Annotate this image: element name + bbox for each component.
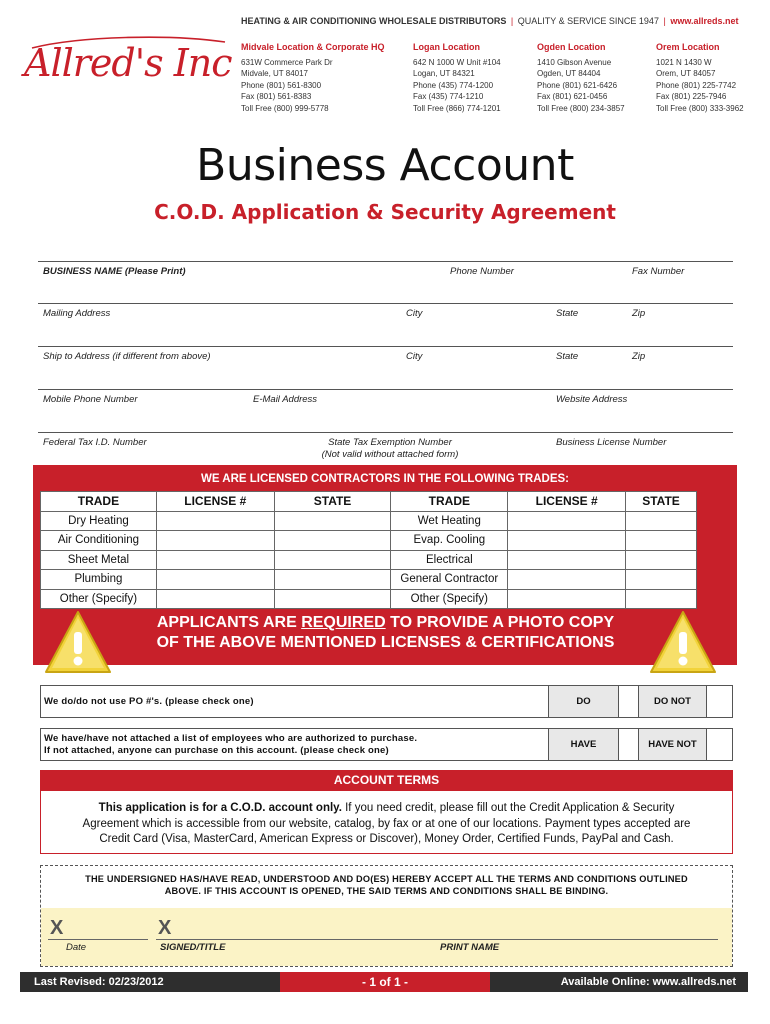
location-line: Midvale, UT 84017 bbox=[241, 69, 308, 78]
warning-required: REQUIRED bbox=[301, 614, 386, 631]
license-cell[interactable] bbox=[156, 531, 274, 551]
location-line: 1410 Gibson Avenue bbox=[537, 57, 612, 67]
trade-name: Other (Specify) bbox=[41, 589, 157, 609]
location-line: Toll Free (800) 333-3962 bbox=[656, 103, 744, 113]
location-name: Ogden Location bbox=[537, 42, 606, 52]
location-name: Logan Location bbox=[413, 42, 480, 52]
po-question-row bbox=[40, 685, 733, 718]
divider bbox=[38, 261, 733, 262]
warning-line2: OF THE ABOVE MENTIONED LICENSES & CERTIFICATIONS bbox=[156, 634, 615, 651]
trade-name: Other (Specify) bbox=[391, 589, 508, 609]
date-label: Date bbox=[66, 942, 87, 953]
trade-name: General Contractor bbox=[391, 570, 508, 590]
mailing-label: Mailing Address bbox=[43, 308, 111, 319]
license-cell[interactable] bbox=[508, 570, 626, 590]
state-cell[interactable] bbox=[626, 589, 697, 609]
business-name-field[interactable] bbox=[38, 303, 733, 304]
location-logan bbox=[413, 42, 501, 114]
statement-line1: THE UNDERSIGNED HAS/HAVE READ, UNDERSTOOD AND DO(ES) HEREBY ACCEPT ALL THE TERMS AND CONDITIONS OUTLINED bbox=[85, 874, 688, 884]
trade-name: Wet Heating bbox=[391, 511, 508, 531]
license-cell[interactable] bbox=[508, 550, 626, 570]
location-line: Fax (801) 561-8383 bbox=[241, 92, 312, 101]
terms-line1: If you need credit, please fill out the Credit Application & Security bbox=[341, 802, 675, 814]
state-cell[interactable] bbox=[274, 570, 391, 590]
state-cell[interactable] bbox=[626, 570, 697, 590]
state-label: State bbox=[556, 308, 579, 319]
email-label: E-Mail Address bbox=[253, 394, 318, 405]
table-header-row bbox=[41, 492, 697, 512]
license-cell[interactable] bbox=[156, 570, 274, 590]
location-name: Orem Location bbox=[656, 42, 720, 52]
logo-text: Allred's Inc. bbox=[24, 41, 235, 85]
signed-title-label: SIGNED/TITLE bbox=[160, 942, 226, 953]
po-do-not-label: DO NOT bbox=[638, 686, 706, 717]
trades-table bbox=[40, 491, 697, 609]
employee-question-line2: If not attached, anyone can purchase on this account. (please check one) bbox=[44, 745, 389, 756]
location-line: Phone (801) 621-6426 bbox=[537, 80, 618, 90]
location-line: 631W Commerce Park Dr bbox=[241, 57, 333, 67]
location-line: Logan, UT 84321 bbox=[413, 69, 475, 78]
have-label: HAVE bbox=[548, 729, 618, 760]
license-cell[interactable] bbox=[508, 531, 626, 551]
last-revised: Last Revised: 02/23/2012 bbox=[34, 976, 164, 988]
state-cell[interactable] bbox=[274, 531, 391, 551]
trade-name: Electrical bbox=[391, 550, 508, 570]
employee-question-row bbox=[40, 728, 733, 761]
warning-icon bbox=[43, 608, 113, 678]
po-do-not-checkbox[interactable] bbox=[706, 686, 733, 717]
location-orem bbox=[656, 42, 744, 114]
employee-question-line1: We have/have not attached a list of employees who are authorized to purchase. bbox=[44, 733, 418, 744]
location-line: Phone (801) 225-7742 bbox=[656, 80, 737, 90]
federal-tax-label: Federal Tax I.D. Number bbox=[43, 437, 147, 448]
header-tagline bbox=[241, 16, 739, 26]
po-do-label: DO bbox=[548, 686, 618, 717]
agreement-statement bbox=[40, 873, 733, 897]
col-header: TRADE bbox=[391, 492, 508, 512]
state-cell[interactable] bbox=[626, 511, 697, 531]
trade-name: Plumbing bbox=[41, 570, 157, 590]
have-checkbox[interactable] bbox=[618, 729, 638, 760]
state-cell[interactable] bbox=[274, 511, 391, 531]
location-name: Midvale Location & Corporate HQ bbox=[241, 42, 385, 52]
col-header: TRADE bbox=[41, 492, 157, 512]
license-warning bbox=[118, 613, 653, 653]
trade-name: Evap. Cooling bbox=[391, 531, 508, 551]
have-not-label: HAVE NOT bbox=[638, 729, 706, 760]
state-label: State bbox=[556, 351, 579, 362]
location-line: Toll Free (866) 774-1201 bbox=[413, 103, 501, 113]
col-header: LICENSE # bbox=[156, 492, 274, 512]
trade-name: Air Conditioning bbox=[41, 531, 157, 551]
separator: | bbox=[663, 16, 666, 26]
location-midvale bbox=[241, 42, 385, 114]
state-tax-note: (Not valid without attached form) bbox=[321, 449, 459, 460]
city-label: City bbox=[406, 308, 423, 319]
trade-name: Sheet Metal bbox=[41, 550, 157, 570]
state-cell[interactable] bbox=[274, 589, 391, 609]
location-line: Toll Free (800) 999-5778 bbox=[241, 103, 329, 113]
warning-post: TO PROVIDE A PHOTO COPY bbox=[385, 614, 615, 631]
warning-icon bbox=[648, 608, 718, 678]
mobile-label: Mobile Phone Number bbox=[43, 394, 138, 405]
statement-line2: ABOVE. IF THIS ACCOUNT IS OPENED, THE SAID TERMS AND CONDITIONS SHALL BE BINDING. bbox=[164, 886, 609, 896]
separator: | bbox=[510, 16, 514, 26]
mailing-field[interactable] bbox=[38, 346, 733, 347]
col-header: STATE bbox=[626, 492, 697, 512]
page-footer bbox=[20, 972, 748, 992]
date-field[interactable] bbox=[48, 939, 148, 940]
business-license-label: Business License Number bbox=[556, 437, 667, 448]
account-terms-title: ACCOUNT TERMS bbox=[40, 770, 733, 790]
date-x-mark: X bbox=[50, 917, 64, 939]
location-line: Phone (435) 774-1200 bbox=[413, 80, 494, 90]
fax-label: Fax Number bbox=[632, 266, 685, 277]
available-online[interactable]: Available Online: www.allreds.net bbox=[560, 976, 736, 988]
state-tax-label: State Tax Exemption Number bbox=[328, 437, 452, 448]
zip-label: Zip bbox=[632, 351, 646, 362]
terms-line2: Agreement which is accessible from our website, catalog, by fax or at one of our locations. Payment types accepted are bbox=[82, 817, 691, 830]
terms-line3: Credit Card (Visa, MasterCard, American Express or Discover), Money Order, Certified Funds, PayPal and Cash. bbox=[99, 833, 674, 845]
table-row bbox=[41, 531, 697, 551]
po-question-text: We do/do not use PO #'s. (please check one) bbox=[44, 696, 254, 707]
company-logo bbox=[20, 30, 235, 90]
license-cell[interactable] bbox=[156, 589, 274, 609]
phone-label: Phone Number bbox=[450, 266, 514, 277]
location-line: Fax (435) 774-1210 bbox=[413, 92, 484, 101]
location-line: Ogden, UT 84404 bbox=[537, 69, 601, 78]
location-line: Fax (801) 621-0456 bbox=[537, 92, 608, 101]
quality-line: QUALITY & SERVICE SINCE 1947 bbox=[517, 16, 659, 26]
ship-to-label: Ship to Address (if different from above) bbox=[43, 351, 211, 362]
page-title: Business Account bbox=[196, 140, 574, 191]
location-line: Fax (801) 225-7946 bbox=[656, 92, 727, 101]
table-row bbox=[41, 550, 697, 570]
zip-label: Zip bbox=[632, 308, 646, 319]
account-terms-text bbox=[44, 801, 729, 848]
page-subtitle: C.O.D. Application & Security Agreement bbox=[154, 200, 616, 224]
license-cell[interactable] bbox=[508, 511, 626, 531]
location-line: Toll Free (800) 234-3857 bbox=[537, 103, 625, 113]
business-name-label: BUSINESS NAME (Please Print) bbox=[43, 266, 186, 277]
state-cell[interactable] bbox=[274, 550, 391, 570]
terms-bold-lead: This application is for a C.O.D. account only. bbox=[98, 802, 342, 814]
state-cell[interactable] bbox=[626, 550, 697, 570]
col-header: LICENSE # bbox=[508, 492, 626, 512]
po-do-checkbox[interactable] bbox=[618, 686, 638, 717]
location-line: 642 N 1000 W Unit #104 bbox=[413, 57, 501, 67]
table-row bbox=[41, 511, 697, 531]
print-name-label: PRINT NAME bbox=[440, 942, 500, 953]
location-line: Orem, UT 84057 bbox=[656, 69, 716, 78]
location-line: 1021 N 1430 W bbox=[656, 57, 712, 67]
signature-area bbox=[41, 908, 732, 966]
trades-title: WE ARE LICENSED CONTRACTORS IN THE FOLLOWING TRADES: bbox=[201, 473, 569, 485]
license-cell[interactable] bbox=[156, 550, 274, 570]
ship-to-field[interactable] bbox=[38, 389, 733, 390]
location-line: Phone (801) 561-8300 bbox=[241, 80, 322, 90]
signature-field[interactable] bbox=[156, 939, 718, 940]
mobile-field[interactable] bbox=[38, 432, 733, 433]
website-address-label: Website Address bbox=[556, 394, 628, 405]
have-not-checkbox[interactable] bbox=[706, 729, 733, 760]
website-link[interactable]: www.allreds.net bbox=[670, 16, 739, 26]
table-row bbox=[41, 589, 697, 609]
company-line: HEATING & AIR CONDITIONING WHOLESALE DISTRIBUTORS bbox=[241, 16, 507, 26]
location-ogden bbox=[537, 42, 625, 114]
page-number: - 1 of 1 - bbox=[280, 972, 490, 992]
license-cell[interactable] bbox=[156, 511, 274, 531]
warning-pre: APPLICANTS ARE bbox=[156, 614, 302, 631]
trade-name: Dry Heating bbox=[41, 511, 157, 531]
state-cell[interactable] bbox=[626, 531, 697, 551]
city-label: City bbox=[406, 351, 423, 362]
table-row bbox=[41, 570, 697, 590]
col-header: STATE bbox=[274, 492, 391, 512]
signature-x-mark: X bbox=[158, 917, 172, 939]
license-cell[interactable] bbox=[508, 589, 626, 609]
